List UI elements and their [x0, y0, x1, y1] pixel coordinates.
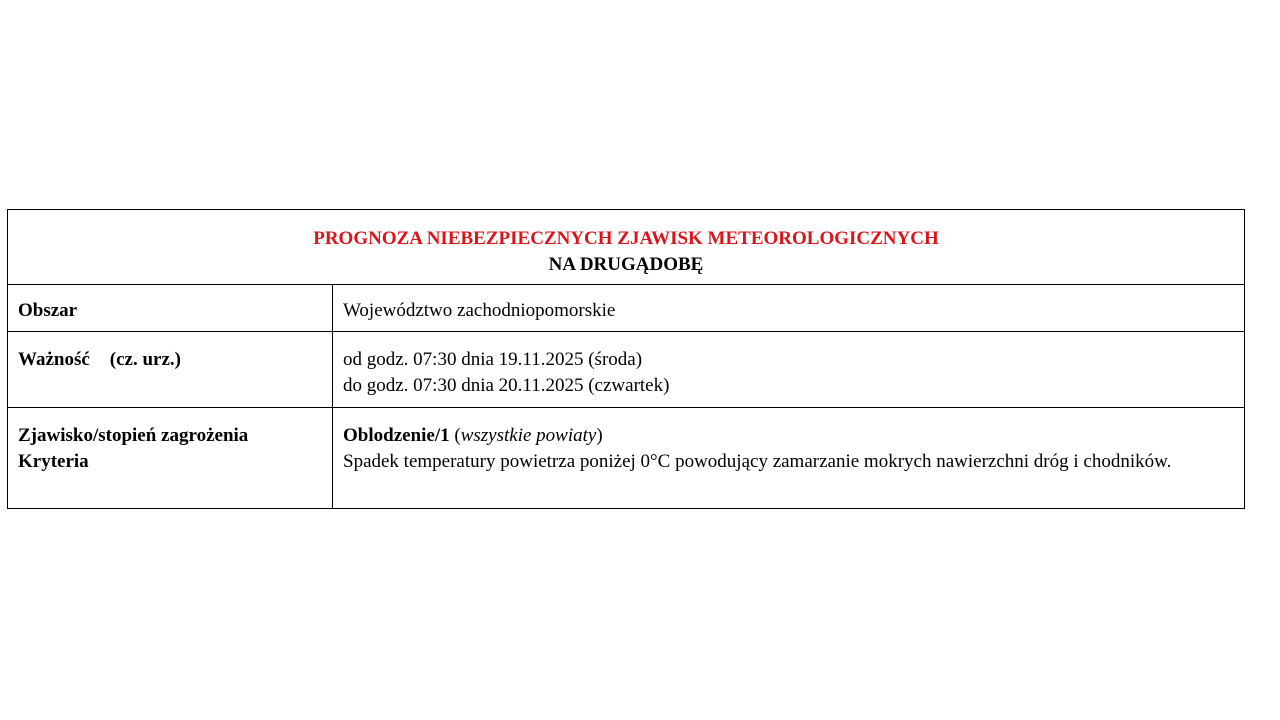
- phenomenon-label-cell: [8, 408, 333, 509]
- phenomenon-value-cell: [333, 408, 1245, 509]
- area-label: Obszar: [8, 285, 333, 332]
- phenomenon-name: Oblodzenie/1: [343, 425, 450, 446]
- validity-value-cell: [333, 332, 1245, 408]
- warning-title: PROGNOZA NIEBEZPIECZNYCH ZJAWISK METEOROLOGICZNYCH: [313, 228, 939, 249]
- validity-from: od godz. 07:30 dnia 19.11.2025 (środa): [343, 349, 643, 370]
- table-row-validity: [8, 332, 1245, 408]
- validity-label-cell: [8, 332, 333, 408]
- phenomenon-criteria: Spadek temperatury powietrza poniżej 0°C powodujący zamarzanie mokrych nawierzchni dróg i chodników.: [343, 451, 1172, 472]
- warning-table: [7, 209, 1245, 509]
- warning-header: [8, 210, 1245, 285]
- phenomenon-scope: wszystkie powiaty: [460, 425, 597, 446]
- phenomenon-label: Zjawisko/stopień zagrożenia: [18, 425, 249, 446]
- table-row-phenomenon: [8, 408, 1245, 509]
- table-row-area: [8, 285, 1245, 332]
- validity-label-suffix: (cz. urz.): [109, 349, 181, 370]
- validity-to: do godz. 07:30 dnia 20.11.2025 (czwartek): [343, 375, 670, 396]
- warning-subtitle: NA DRUGĄDOBĘ: [548, 254, 704, 275]
- scope-close: ): [596, 425, 603, 446]
- phenomenon-heading: [343, 423, 1234, 449]
- scope-open: (: [454, 425, 461, 446]
- validity-label: Ważność: [18, 349, 90, 370]
- area-value: Województwo zachodniopomorskie: [333, 285, 1245, 332]
- criteria-label: Kryteria: [18, 451, 89, 472]
